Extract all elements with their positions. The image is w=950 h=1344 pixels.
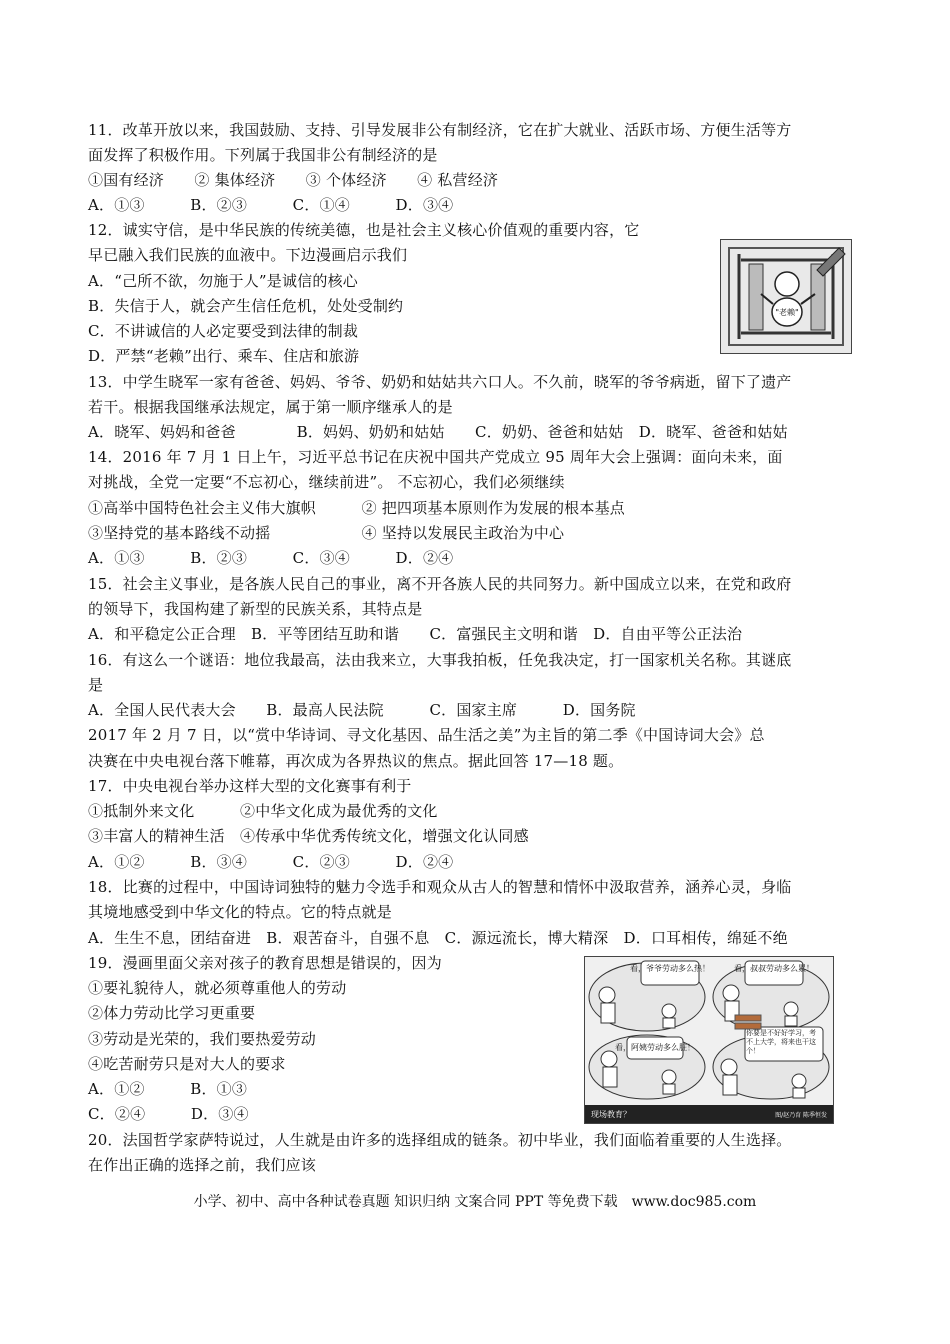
q14-line-2: 对挑战，全党一定要“不忘初心，继续前进”。 不忘初心，我们必须继续 (88, 473, 565, 491)
q15-line-1: 15．社会主义事业，是各族人民自己的事业，离不开各族人民的共同努力。新中国成立以来，在党和政府 (88, 575, 792, 593)
q17-stem: 17．中央电视台举办这样大型的文化赛事有利于 (88, 777, 412, 795)
q11-choices: ①国有经济 ② 集体经济 ③ 个体经济 ④ 私营经济 (88, 171, 499, 189)
q12-option-c: C．不讲诚信的人必定要受到法律的制裁 (88, 322, 359, 340)
q11-line-2: 面发挥了积极作用。下列属于我国非公有制经济的是 (88, 146, 438, 164)
q19-choice-3: ③劳动是光荣的，我们要热爱劳动 (88, 1030, 317, 1048)
q14-line-1: 14．2016 年 7 月 1 日上午，习近平总书记在庆祝中国共产党成立 95 周年大会上强调：面向未来，面 (88, 448, 783, 466)
q18-line-2: 其境地感受到中华文化的特点。它的特点就是 (88, 903, 393, 921)
q20-line-2: 在作出正确的选择之前，我们应该 (88, 1156, 317, 1174)
q19-options-2: C．②④ D．③④ (88, 1105, 249, 1123)
q14-choices-2: ③坚持党的基本路线不动摇 ④ 坚持以发展民主政治为中心 (88, 524, 565, 542)
q17-options: A．①② B．③④ C．②③ D．②④ (88, 853, 454, 871)
q19-choice-4: ④吃苦耐劳只是对大人的要求 (88, 1055, 286, 1073)
q13-line-2: 若干。根据我国继承法规定，属于第一顺序继承人的是 (88, 398, 453, 416)
q16-line-2: 是 (88, 676, 104, 694)
bubble-panel-1: 看，爷爷劳动多么热！ (630, 964, 710, 973)
q13-options: A．晓军、妈妈和爸爸 B．妈妈、奶奶和姑姑 C．奶奶、爸爸和姑姑 D．晓军、爸爸和姑姑 (88, 423, 788, 441)
q16-options: A．全国人民代表大会 B．最高人民法院 C．国家主席 D．国务院 (88, 701, 636, 719)
q19-choice-2: ②体力劳动比学习更重要 (88, 1004, 256, 1022)
q12-cartoon-image (720, 239, 852, 354)
cartoon-caption: 现场教育？ (591, 1110, 631, 1119)
q12-line-2: 早已融入我们民族的血液中。下边漫画启示我们 (88, 246, 408, 264)
q12-option-a: A．“己所不欲，勿施于人”是诚信的核心 (88, 272, 358, 290)
q19-cartoon-image (584, 956, 834, 1124)
q11-line-1: 11．改革开放以来，我国鼓励、支持、引导发展非公有制经济，它在扩大就业、活跃市场、方便生活等方 (88, 121, 792, 139)
q16-line-1: 16．有这么一个谜语：地位我最高，法由我来立，大事我拍板，任免我决定，打一国家机关名称。其谜底 (88, 651, 792, 669)
q11-options: A．①③ B．②③ C．①④ D．③④ (88, 196, 454, 214)
cartoon-credit: 图/赵乃育 陈季恒发 (775, 1112, 827, 1119)
q12-line-1: 12．诚实守信，是中华民族的传统美德，也是社会主义核心价值观的重要内容，它 (88, 221, 640, 239)
laolai-label: "老赖" (775, 308, 799, 317)
q18-options: A．生生不息，团结奋进 B．艰苦奋斗，自强不息 C．源远流长，博大精深 D．口耳相传，绵延不绝 (88, 929, 788, 947)
passage-line-1: 2017 年 2 月 7 日，以“赏中华诗词、寻文化基因、品生活之美”为主旨的第二季《中国诗词大会》总 (88, 726, 765, 744)
q20-line-1: 20．法国哲学家萨特说过，人生就是由许多的选择组成的链条。初中毕业，我们面临着重要的人生选择。 (88, 1131, 792, 1149)
bubble-panel-3: 看，阿姨劳动多么脏！ (615, 1043, 695, 1052)
q17-choices-1: ①抵制外来文化 ②中华文化成为最优秀的文化 (88, 802, 438, 820)
q19-choice-1: ①要礼貌待人，就必须尊重他人的劳动 (88, 979, 347, 997)
q12-option-b: B．失信于人，就会产生信任危机，处处受制约 (88, 297, 404, 315)
q18-line-1: 18．比赛的过程中，中国诗词独特的魅力令选手和观众从古人的智慧和情怀中汲取营养，涵养心灵，身临 (88, 878, 792, 896)
bubble-panel-2: 看，叔叔劳动多么累！ (734, 964, 814, 973)
passage-line-2: 决赛在中央电视台落下帷幕，再次成为各界热议的焦点。据此回答 17—18 题。 (88, 752, 624, 770)
q19-stem: 19．漫画里面父亲对孩子的教育思想是错误的，因为 (88, 954, 442, 972)
page-footer: 小学、初中、高中各种试卷真题 知识归纳 文案合同 PPT 等免费下载 www.doc985.com (193, 1194, 757, 1210)
q13-line-1: 13．中学生晓军一家有爸爸、妈妈、爷爷、奶奶和姑姑共六口人。不久前，晓军的爷爷病逝，留下了遗产 (88, 373, 792, 391)
q15-options: A．和平稳定公正合理 B．平等团结互助和谐 C．富强民主文明和谐 D．自由平等公正法治 (88, 625, 743, 643)
q12-option-d: D．严禁“老赖”出行、乘车、住店和旅游 (88, 347, 360, 365)
q14-options: A．①③ B．②③ C．③④ D．②④ (88, 549, 454, 567)
q19-options-1: A．①② B．①③ (88, 1080, 248, 1098)
q14-choices-1: ①高举中国特色社会主义伟大旗帜 ② 把四项基本原则作为发展的根本基点 (88, 499, 625, 517)
q17-choices-2: ③丰富人的精神生活 ④传承中华优秀传统文化，增强文化认同感 (88, 827, 529, 845)
q15-line-2: 的领导下，我国构建了新型的民族关系，其特点是 (88, 600, 423, 618)
bubble-panel-4: 你要是不好好学习，考不上大学，将来也干这个！ (746, 1029, 816, 1055)
